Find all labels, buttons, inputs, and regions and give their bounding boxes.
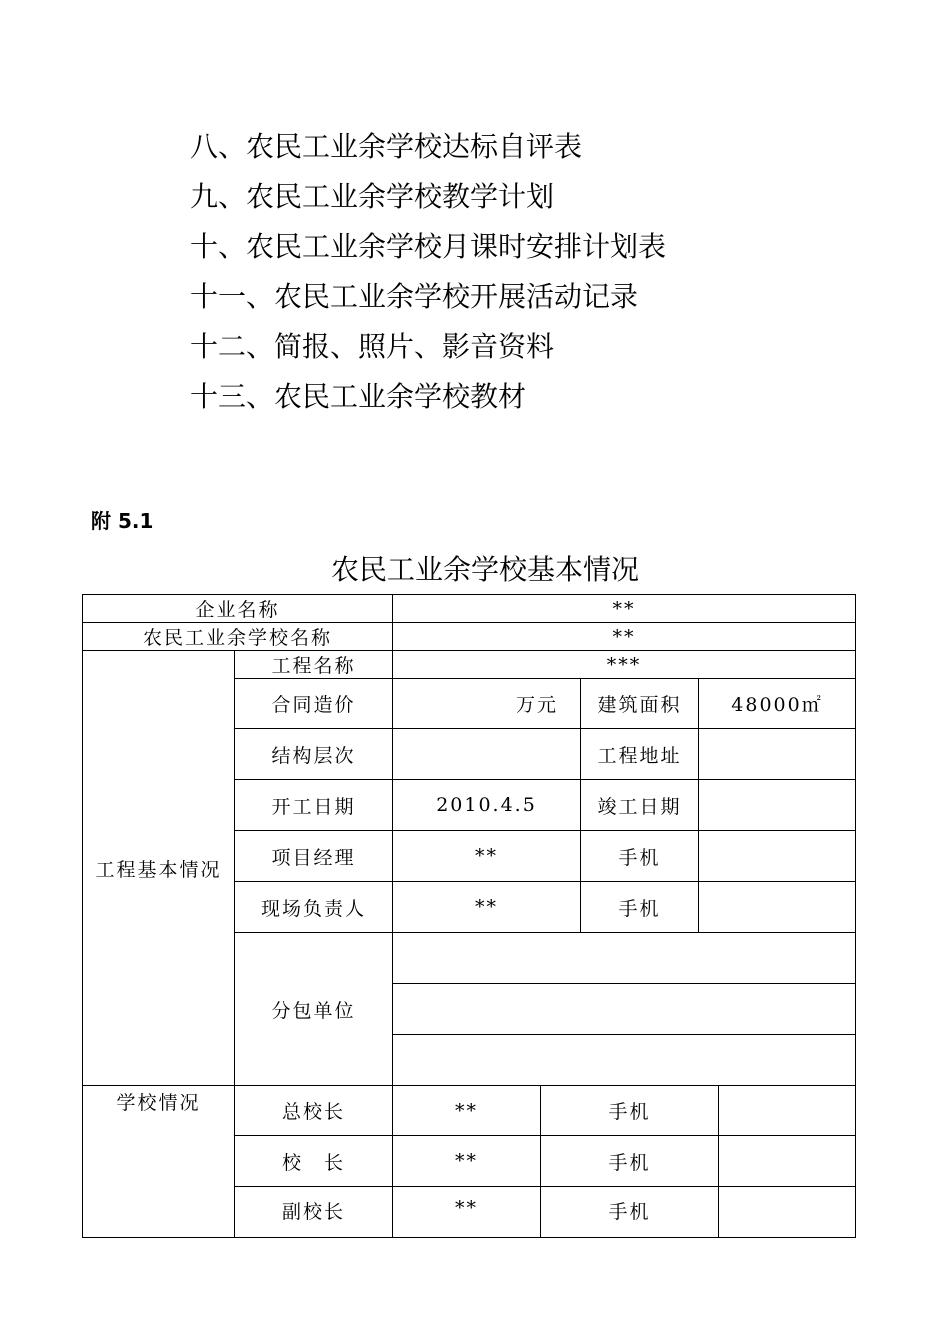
toc-item: 十一、农民工业余学校开展活动记录 (190, 280, 639, 313)
toc-item: 九、农民工业余学校教学计划 (190, 180, 555, 213)
pm-phone-label: 手机 (581, 831, 699, 882)
toc-item: 十三、农民工业余学校教材 (190, 380, 527, 413)
contract-price-value: 万元 (393, 679, 581, 729)
subcontractor-line (393, 984, 856, 1035)
start-date-label: 开工日期 (235, 780, 393, 831)
project-section-label: 工程基本情况 (83, 651, 235, 1086)
school-name-value: ** (393, 623, 856, 651)
building-area-label: 建筑面积 (581, 679, 699, 729)
address-value (699, 729, 856, 780)
table-row (83, 623, 856, 651)
completion-date-label: 竣工日期 (581, 780, 699, 831)
toc-item: 十、农民工业余学校月课时安排计划表 (190, 230, 667, 263)
vice-principal-phone-label: 手机 (541, 1187, 719, 1238)
school-name-label: 农民工业余学校名称 (83, 623, 393, 651)
vice-principal-value: ** (393, 1187, 541, 1238)
site-lead-phone-value (699, 882, 856, 933)
building-area-value: 48000㎡ (699, 679, 856, 729)
table-row (83, 1086, 856, 1136)
start-date-value: 2010.4.5 (393, 780, 581, 831)
basic-info-table (82, 594, 856, 1238)
pm-phone-value (699, 831, 856, 882)
pm-label: 项目经理 (235, 831, 393, 882)
table-row (83, 651, 856, 679)
appendix-label: 附 5.1 (91, 509, 154, 533)
toc-item: 十二、简报、照片、影音资料 (190, 330, 555, 363)
principal-general-phone-label: 手机 (541, 1086, 719, 1136)
structure-label: 结构层次 (235, 729, 393, 780)
principal-general-phone-value (719, 1086, 856, 1136)
site-lead-phone-label: 手机 (581, 882, 699, 933)
contract-price-label: 合同造价 (235, 679, 393, 729)
document-title: 农民工业余学校基本情况 (330, 553, 639, 586)
vice-principal-label: 副校长 (235, 1187, 393, 1238)
subcontractor-label: 分包单位 (235, 933, 393, 1086)
enterprise-name-value: ** (393, 595, 856, 623)
enterprise-name-label: 企业名称 (83, 595, 393, 623)
school-section-label: 学校情况 (83, 1086, 235, 1238)
project-name-value: *** (393, 651, 856, 679)
site-lead-value: ** (393, 882, 581, 933)
table-row (83, 595, 856, 623)
toc-list (190, 124, 890, 424)
structure-value (393, 729, 581, 780)
project-name-label: 工程名称 (235, 651, 393, 679)
site-lead-label: 现场负责人 (235, 882, 393, 933)
principal-label: 校 长 (235, 1136, 393, 1187)
subcontractor-line (393, 933, 856, 984)
toc-item: 八、农民工业余学校达标自评表 (190, 130, 583, 163)
principal-value: ** (393, 1136, 541, 1187)
vice-principal-phone-value (719, 1187, 856, 1238)
subcontractor-line (393, 1035, 856, 1086)
principal-phone-label: 手机 (541, 1136, 719, 1187)
principal-phone-value (719, 1136, 856, 1187)
principal-general-label: 总校长 (235, 1086, 393, 1136)
pm-value: ** (393, 831, 581, 882)
principal-general-value: ** (393, 1086, 541, 1136)
completion-date-value (699, 780, 856, 831)
address-label: 工程地址 (581, 729, 699, 780)
